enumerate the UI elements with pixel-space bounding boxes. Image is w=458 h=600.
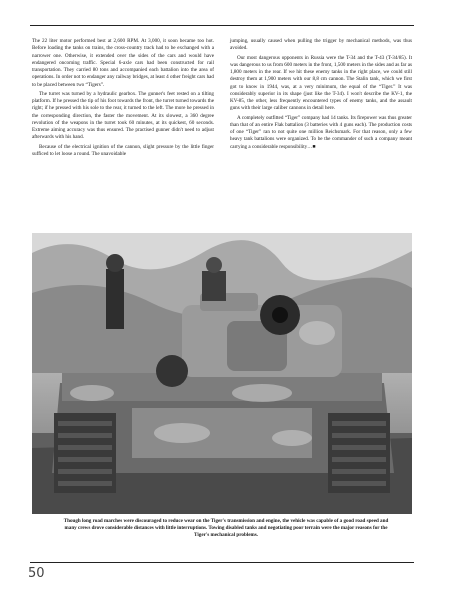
paragraph: Because of the electrical ignition of the cannon, slight pressure by the little finger sufficed to let loose a round. The unavoidable bbox=[32, 143, 214, 157]
paragraph: A completely outfitted “Tiger” company had 14 tanks. Its firepower was thus greater than that of an entire Flak battalion (3 batteries with 4 guns each). The production costs of one “Tiger” ran to not quite one million Reichsmark. For that reason, only a few heavy tank battalions were organized. To be the commander of such a company meant carrying a considerable responsibility…■ bbox=[230, 114, 412, 150]
paragraph: The turret was turned by a hydraulic gearbox. The gunner's feet rested on a tilting platform. If he pressed the tip of his foot towards the front, the turret turned towards the right; if he pressed with his sole to the rear, it turned to the left. The more he pressed in the corresponding direction, the faster the movement. At its slowest, a 360 degree revolution of the weapons in the turret took 60 minutes, at its quickest, 60 seconds. Extreme aiming accuracy was thus ensured. The practised gunner didn't need to adjust afterwards with his hand. bbox=[32, 90, 214, 141]
photo-caption: Though long road marches were discouraged to reduce wear on the Tiger's transmission and engine, the vehicle was capable of a good road speed and many crews drove considerable distances with little interruptions. Towing disabled tanks and negotiating poor terrain were the major reasons for the Tiger's mechanical problems. bbox=[63, 518, 389, 538]
page-number: 50 bbox=[28, 566, 45, 581]
left-column bbox=[32, 38, 214, 160]
paragraph: The 22 liter motor performed best at 2,600 RPM. At 3,000, it soon became too hot. Before loading the tanks on trains, the cross-country track had to be exchanged with a narrower one. Otherwise, it extended over the sides of the cars and would have endangered oncoming traffic. Special 6-axle cars had been constructed for rail transportation. They carried 80 tons and accompanied each battalion into the area of operations. In order not to endanger any railway bridges, at least 4 other freight cars had to be placed between two “Tigers”. bbox=[32, 38, 214, 88]
tiger-tank-photo bbox=[32, 233, 412, 514]
top-rule bbox=[30, 25, 414, 26]
tank-illustration bbox=[32, 233, 412, 514]
bottom-rule bbox=[30, 562, 414, 563]
paragraph: Our most dangerous opponents in Russia were the T-34 and the T-43 (T-34/85). It was dangerous to us from 600 meters in the front, 1,500 meters in the sides and as far as 1,800 meters in the rear. If we hit these enemy tanks in the right place, we could still destroy them at 1,900 meters with our 8,8 cm cannon. The Stalin tank, which we first got to know in 1944, was, at a very minimum, the equal of the “Tiger.” It was considerably superior in its shape (just like the T-34). I won't describe the KV-1, the KV-85, the other, less frequently encountered types of enemy tanks, and the assault guns with their large caliber cannons in detail here. bbox=[230, 54, 412, 112]
right-column bbox=[230, 38, 412, 153]
paragraph: jumping, usually caused when pulling the trigger by mechanical methods, was thus avoided. bbox=[230, 38, 412, 52]
